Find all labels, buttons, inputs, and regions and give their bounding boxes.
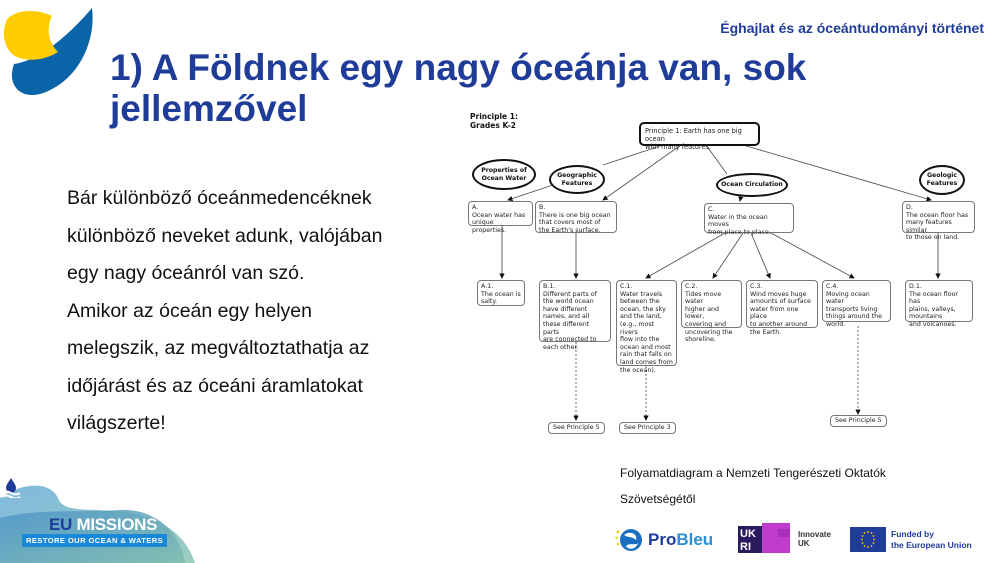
eu-funding-line: the European Union <box>891 539 972 550</box>
concept-line: and the land, <box>620 313 662 321</box>
concept-box-d1 <box>905 280 973 328</box>
concept-line: Different parts of <box>543 290 597 298</box>
concept-line: salty. <box>481 298 498 306</box>
eu-missions-tagline: RESTORE OUR OCEAN & WATERS <box>22 534 167 547</box>
concept-line: that covers most of <box>539 219 601 227</box>
concept-line: unique properties. <box>472 219 507 234</box>
root-line: with many features. <box>645 143 712 151</box>
concept-line: the world ocean <box>543 298 594 306</box>
title-line-2: jellemzővel <box>110 88 308 129</box>
concept-code: C.2. <box>685 283 698 290</box>
concept-box-c <box>704 203 794 236</box>
category-label: Properties of <box>481 166 527 174</box>
concept-code: A.1. <box>481 283 494 290</box>
concept-line: amounts of surface <box>750 298 811 306</box>
concept-code: D. <box>906 204 913 211</box>
concept-box-d <box>902 201 975 242</box>
corner-logo-icon <box>0 0 100 100</box>
concept-code: C. <box>708 206 715 213</box>
category-label: Ocean Water <box>481 174 527 182</box>
probleu-bleu: Bleu <box>676 530 714 549</box>
concept-line: Water in the ocean moves <box>708 213 768 229</box>
concept-line: each other. <box>543 343 579 351</box>
concept-line: world. <box>826 320 846 328</box>
probleu-swirl-icon <box>614 526 644 554</box>
root-principle-box <box>639 122 760 151</box>
category-label: Features <box>926 180 958 187</box>
concept-line: covering and <box>685 320 727 328</box>
body-line: időjárást és az óceáni áramlatokat <box>67 374 363 397</box>
body-line: melegszik, az megváltoztathatja az <box>67 337 370 359</box>
concept-code: C.4. <box>826 283 839 290</box>
concept-box-b <box>535 201 617 233</box>
concept-line: rain that falls on <box>620 351 672 359</box>
concept-line: The ocean is <box>481 290 521 298</box>
heading-line: Grades K-2 <box>470 121 516 130</box>
concept-line: Moving ocean water <box>826 290 870 306</box>
concept-line: Wind moves huge <box>750 290 807 298</box>
concept-line: The ocean floor has <box>906 211 969 219</box>
concept-line: between the <box>620 298 660 306</box>
eu-funding-text <box>891 529 972 551</box>
concept-box-c1 <box>616 280 677 374</box>
category-label: Geographic <box>557 171 597 179</box>
concept-line: many features similar <box>906 219 952 234</box>
category-properties-of-ocean-water <box>472 159 536 190</box>
concept-code: B. <box>539 204 546 211</box>
concept-line: Ocean water has <box>472 211 526 219</box>
concept-line: water from one place <box>750 305 799 321</box>
category-geographic-features <box>549 165 605 194</box>
concept-line: have different <box>543 305 588 313</box>
concept-line: uncovering the <box>685 328 733 336</box>
innovate-uk-logo <box>738 523 831 555</box>
concept-line: There is one big ocean <box>539 211 611 219</box>
concept-line: the Earth. <box>750 328 782 336</box>
concept-flowchart <box>463 108 978 443</box>
concept-line: to another around <box>750 320 808 328</box>
see-principle-5-link[interactable]: See Principle 5 <box>548 422 605 434</box>
ukri-mark-icon <box>738 523 794 555</box>
eu-missions-title <box>49 515 157 535</box>
eu-funding-line: Funded by <box>891 528 934 539</box>
concept-line: things around the <box>826 313 882 321</box>
concept-line: flow into the <box>620 336 660 344</box>
eu-funding-logo <box>850 527 972 552</box>
concept-line: transports living <box>826 305 878 313</box>
concept-line: shoreline. <box>685 336 716 344</box>
diagram-credit <box>620 460 940 512</box>
innovate-uk-text <box>798 530 831 549</box>
root-line: Principle 1: Earth has one big ocean <box>645 127 742 143</box>
category-label: Ocean Circulation <box>721 181 783 189</box>
concept-line: ocean and most <box>620 343 671 351</box>
ukri-line: Innovate <box>798 529 831 539</box>
body-line: különböző neveket adunk, valójában <box>67 224 383 247</box>
heading-line: Principle 1: <box>470 112 518 121</box>
concept-line: the Earth's surface. <box>539 226 601 234</box>
concept-line: the ocean). <box>620 366 656 374</box>
body-text <box>67 180 437 443</box>
concept-code: D.1. <box>909 283 922 290</box>
concept-box-c2 <box>681 280 742 344</box>
credit-line: Szövetségétől <box>620 492 696 506</box>
probleu-wordmark <box>648 530 713 550</box>
title-line-1: 1) A Földnek egy nagy óceánja van, sok <box>110 47 807 88</box>
concept-line: Water travels <box>620 290 663 298</box>
water-drop-icon <box>0 478 22 498</box>
presentation-subtitle: Éghajlat és az óceántudományi történet <box>720 20 984 36</box>
concept-line: ocean, the sky <box>620 305 666 313</box>
svg-text:UK: UK <box>740 528 756 540</box>
concept-line: are connected to <box>543 336 597 344</box>
concept-line: plains, valleys, <box>909 305 956 313</box>
concept-line: The ocean floor has <box>909 290 959 306</box>
body-line: Bár különböző óceánmedencéknek <box>67 187 372 209</box>
concept-box-b1 <box>539 280 611 351</box>
concept-line: to those on land. <box>906 234 960 242</box>
flowchart-heading <box>470 112 518 130</box>
probleu-logo <box>614 525 713 555</box>
category-ocean-circulation <box>716 173 788 197</box>
concept-box-a1 <box>477 280 525 306</box>
probleu-pro: Pro <box>648 530 677 549</box>
concept-code: C.1. <box>620 283 633 290</box>
concept-line: (e.g., most rivers <box>620 320 655 336</box>
category-label: Features <box>561 179 593 187</box>
credit-line: Folyamatdiagram a Nemzeti Tengerészeti Oktatók <box>620 466 886 480</box>
see-principle-5-link[interactable]: See Principle 5 <box>830 415 887 427</box>
eu-text: EU <box>49 515 73 534</box>
eu-missions-logo <box>0 478 200 563</box>
concept-line: names, and all <box>543 313 590 321</box>
svg-text:RI: RI <box>740 541 751 553</box>
category-geologic-features <box>919 165 965 195</box>
concept-box-a <box>468 201 533 234</box>
concept-code: B.1. <box>543 283 556 290</box>
see-principle-3-link[interactable]: See Principle 3 <box>619 422 676 434</box>
concept-box-c4 <box>822 280 891 328</box>
concept-line: and volcanoes. <box>909 320 957 328</box>
body-line: világszerte! <box>67 412 166 434</box>
concept-line: mountains <box>909 313 943 321</box>
category-label: Geologic <box>926 172 958 180</box>
concept-code: C.3. <box>750 283 763 290</box>
concept-line: land comes from <box>620 358 673 366</box>
body-line: egy nagy óceánról van szó. <box>67 262 305 284</box>
concept-code: A. <box>472 204 479 211</box>
flowchart-connectors <box>463 108 978 443</box>
missions-text: MISSIONS <box>72 515 158 534</box>
body-line: Amikor az óceán egy helyen <box>67 299 312 322</box>
concept-line: from place to place. <box>708 228 771 236</box>
ukri-line: UK <box>798 539 810 548</box>
concept-box-c3 <box>746 280 818 336</box>
eu-flag-icon <box>850 527 886 552</box>
concept-line: these different parts <box>543 320 590 336</box>
concept-line: Tides move water <box>685 290 722 306</box>
concept-line: higher and lower, <box>685 305 720 321</box>
